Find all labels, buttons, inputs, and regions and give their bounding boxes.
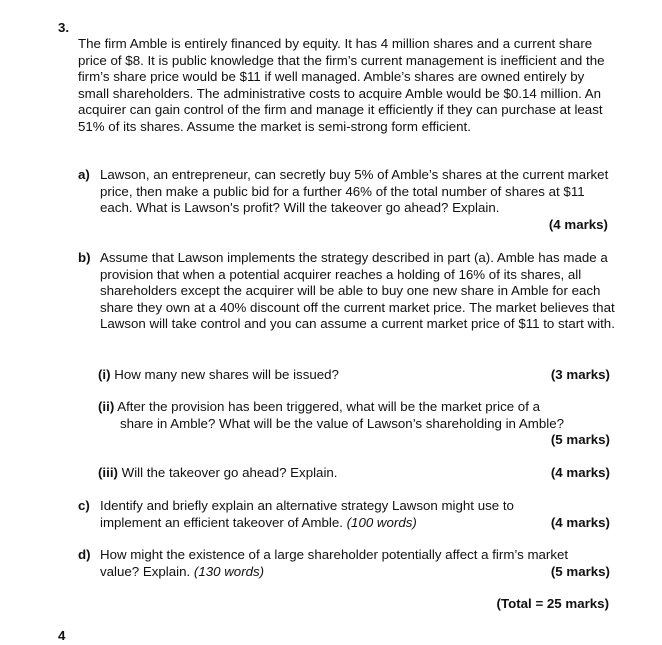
part-b-iii-text: Will the takeover go ahead? Explain.	[121, 465, 338, 480]
part-b-iii	[98, 465, 610, 482]
part-b-i	[98, 367, 610, 384]
part-c	[78, 498, 610, 531]
part-d	[78, 547, 610, 580]
part-d-word-limit: (130 words)	[193, 563, 265, 579]
part-a	[78, 167, 618, 233]
part-b-ii-text-line1: After the provision has been triggered, what will be the market price of a	[117, 399, 540, 414]
part-c-marks: (4 marks)	[550, 514, 610, 530]
part-b-ii-label: (ii)	[98, 399, 115, 414]
part-a-marks: (4 marks)	[548, 216, 608, 232]
part-c-text-line2: implement an efficient takeover of Amble.	[100, 514, 343, 530]
part-b-iii-label: (iii)	[98, 465, 118, 480]
total-marks: (Total = 25 marks)	[496, 596, 609, 611]
part-d-label: d)	[78, 547, 91, 562]
part-b	[78, 250, 618, 333]
part-c-word-limit: (100 words)	[346, 514, 417, 530]
part-c-label: c)	[78, 498, 90, 513]
part-b-ii	[98, 399, 610, 449]
part-a-label: a)	[78, 167, 90, 182]
part-d-marks: (5 marks)	[550, 563, 610, 579]
part-b-ii-text-line2: share in Amble? What will be the value of Lawson’s shareholding in Amble?	[120, 415, 564, 431]
next-question-number: 4	[58, 628, 66, 643]
part-b-i-label: (i)	[98, 367, 111, 382]
part-a-text: Lawson, an entrepreneur, can secretly buy 5% of Amble’s shares at the current market price, then make a public bid for a further 46% of the total number of shares at $11 each. What is Lawson's profit? Will the takeover go ahead? Explain.	[100, 167, 609, 215]
part-b-iii-marks: (4 marks)	[550, 465, 610, 480]
part-b-label: b)	[78, 250, 91, 265]
part-b-i-marks: (3 marks)	[550, 367, 610, 382]
part-d-text-line2: value? Explain.	[100, 563, 191, 579]
question-intro: The firm Amble is entirely financed by equity. It has 4 million shares and a current share price of $8. It is public knowledge that the firm’s current management is inefficient and the firm’s share price would be $11 if well managed. Amble’s shares are owned entirely by small shareholders. The administrative costs to acquire Amble would be $0.14 million. An acquirer can gain control of the firm and manage it efficiently if they can purchase at least 51% of its shares. Assume the market is semi-strong form efficient.	[78, 36, 605, 134]
part-b-i-text: How many new shares will be issued?	[114, 367, 339, 382]
part-c-text-line1: Identify and briefly explain an alternative strategy Lawson might use to	[100, 498, 514, 513]
part-b-ii-marks: (5 marks)	[550, 432, 610, 447]
part-d-text-line1: How might the existence of a large shareholder potentially affect a firm’s market	[100, 547, 569, 562]
part-b-text: Assume that Lawson implements the strategy described in part (a). Amble has made a provision that when a potential acquirer reaches a holding of 16% of its shares, all shareholders except the acquirer will be able to buy one new share in Amble for each share they own at a 40% discount off the current market price. The market believes that Lawson will take control and you can assume a current market price of $11 to start with.	[100, 250, 615, 331]
question-number: 3.	[58, 20, 70, 35]
